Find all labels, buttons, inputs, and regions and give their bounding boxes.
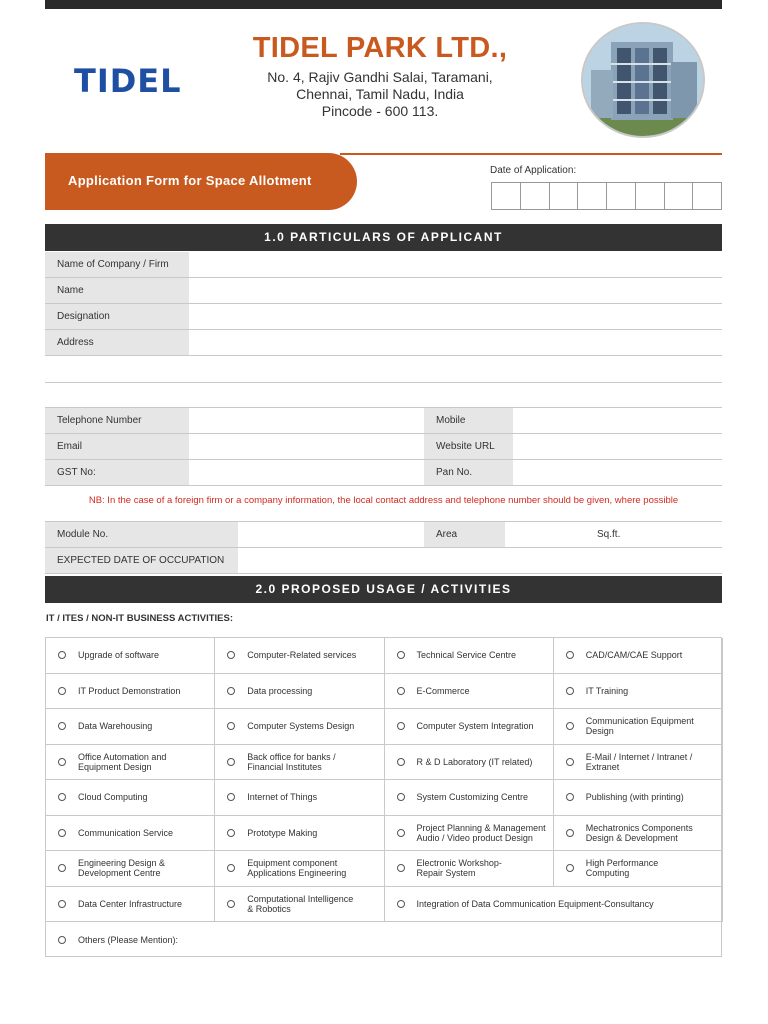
activity-label: IT Product Demonstration [78,685,181,696]
company-name-row[interactable] [45,252,722,278]
activity-option[interactable] [215,780,384,816]
module-label: Module No. [45,522,238,547]
header-divider [340,153,722,155]
activity-label: R & D Laboratory (IT related) [416,756,533,767]
radio-button-icon[interactable] [58,900,66,908]
others-label: Others (Please Mention): [78,934,179,945]
radio-button-icon[interactable] [397,758,405,766]
radio-button-icon[interactable] [58,722,66,730]
radio-button-icon[interactable] [566,687,574,695]
radio-button-icon[interactable] [227,864,235,872]
activities-label: IT / ITES / NON-IT BUSINESS ACTIVITIES: [46,613,234,624]
radio-button-icon[interactable] [397,793,405,801]
activity-label: Upgrade of software [78,650,160,661]
radio-button-icon[interactable] [58,793,66,801]
form-title: Application Form for Space Allotment [68,173,312,188]
radio-button-icon[interactable] [58,687,66,695]
activity-option[interactable] [46,709,215,745]
activities-grid [45,637,722,957]
radio-button-icon[interactable] [397,829,405,837]
activity-option[interactable] [554,638,723,674]
radio-button-icon[interactable] [227,829,235,837]
activity-label: Engineering Design & Development Centre [78,858,166,879]
others-option[interactable] [46,922,721,958]
activity-option[interactable] [554,851,723,887]
name-row[interactable] [45,278,722,304]
address-row[interactable] [45,330,722,356]
activity-option[interactable] [46,780,215,816]
activity-option[interactable] [385,638,554,674]
radio-button-icon[interactable] [566,722,574,730]
area-label: Area [424,522,505,547]
activity-option[interactable] [554,674,723,710]
activity-label: Internet of Things [247,792,318,803]
activity-label: Computer System Integration [416,721,534,732]
address-line-3: Pincode - 600 113. [321,103,439,119]
activity-option[interactable] [215,638,384,674]
activity-option[interactable] [215,851,384,887]
email-row[interactable] [45,434,722,460]
date-of-application-label: Date of Application: [490,165,577,176]
address-line-2: Chennai, Tamil Nadu, India [296,86,464,102]
radio-button-icon[interactable] [58,651,66,659]
radio-button-icon[interactable] [227,722,235,730]
activity-option[interactable] [46,674,215,710]
module-row[interactable] [45,522,722,548]
activity-label: E-Commerce [416,685,470,696]
activity-option[interactable] [215,816,384,852]
gst-label: GST No: [45,460,189,485]
activity-label: Cloud Computing [78,792,148,803]
activity-label: Data processing [247,685,313,696]
activity-label: Mechatronics Components Design & Development [585,822,693,843]
mobile-label: Mobile [424,408,513,433]
radio-button-icon[interactable] [58,936,66,944]
activity-label: IT Training [585,685,629,696]
radio-button-icon[interactable] [397,864,405,872]
radio-button-icon[interactable] [397,722,405,730]
activity-label: Computer-Related services [247,650,357,661]
activity-option[interactable] [385,816,554,852]
activity-label: Computer Systems Design [247,721,355,732]
activity-label: Electronic Workshop- Repair System [416,858,502,879]
activity-option[interactable] [385,780,554,816]
section-2-header: 2.0 PROPOSED USAGE / ACTIVITIES [45,576,722,603]
radio-button-icon[interactable] [566,793,574,801]
radio-button-icon[interactable] [566,864,574,872]
activity-option[interactable] [46,816,215,852]
radio-button-icon[interactable] [58,864,66,872]
activity-label: Integration of Data Communication Equipment-Consultancy [416,898,654,909]
activity-option[interactable] [46,851,215,887]
activity-label: Data Warehousing [78,721,153,732]
radio-button-icon[interactable] [397,900,405,908]
activity-label: CAD/CAM/CAE Support [585,650,683,661]
name-label: Name [45,278,189,303]
activity-label: System Customizing Centre [416,792,529,803]
activity-label: Project Planning & Management Audio / Video product Design [416,822,546,843]
date-of-application-field[interactable] [491,182,722,210]
sqft-label: Sq.ft. [597,529,621,540]
building-photo [581,22,705,138]
activity-option[interactable] [554,780,723,816]
pan-label: Pan No. [424,460,513,485]
address-label: Address [45,330,189,355]
activity-label: Communication Service [78,827,174,838]
address-extra-line [45,382,722,383]
occupation-label: EXPECTED DATE OF OCCUPATION [45,548,238,573]
radio-button-icon[interactable] [227,793,235,801]
radio-button-icon[interactable] [566,651,574,659]
activity-label: Publishing (with printing) [585,792,684,803]
activity-option[interactable] [215,709,384,745]
company-name-label: Name of Company / Firm [45,252,189,277]
telephone-label: Telephone Number [45,408,189,433]
radio-button-icon[interactable] [227,758,235,766]
occupation-row[interactable] [45,548,722,574]
activity-option[interactable] [554,709,723,745]
activity-label: Communication Equipment Design [585,716,694,737]
designation-label: Designation [45,304,189,329]
company-header [230,32,530,120]
activity-option[interactable] [46,638,215,674]
activity-option[interactable] [46,887,215,923]
radio-button-icon[interactable] [397,687,405,695]
radio-button-icon[interactable] [227,651,235,659]
activity-option[interactable] [385,674,554,710]
activity-label: Computational Intelligence & Robotics [247,893,354,914]
logo-text: TIDEL [74,62,182,100]
activity-label: High Performance Computing [585,858,659,879]
activity-label: Data Center Infrastructure [78,898,183,909]
activity-option[interactable] [46,745,215,781]
company-name: TIDEL PARK LTD., [252,32,508,64]
activity-label: Prototype Making [247,827,318,838]
gst-row[interactable] [45,460,722,486]
radio-button-icon[interactable] [566,758,574,766]
email-label: Email [45,434,189,459]
activity-label: Back office for banks / Financial Institutes [247,751,336,772]
address-line-1: No. 4, Rajiv Gandhi Salai, Taramani, [267,69,493,85]
activity-option[interactable] [215,674,384,710]
radio-button-icon[interactable] [58,829,66,837]
activity-option[interactable] [385,851,554,887]
activity-option[interactable] [215,745,384,781]
activity-label: Office Automation and Equipment Design [78,751,167,772]
foreign-firm-note: NB: In the case of a foreign firm or a company information, the local contact address and telephone number should be given, where possible [88,495,679,506]
activity-option[interactable] [215,887,384,923]
radio-button-icon[interactable] [566,829,574,837]
activity-option[interactable] [385,887,724,923]
top-bar [45,0,722,9]
activity-option[interactable] [554,745,723,781]
designation-row[interactable] [45,304,722,330]
activity-label: E-Mail / Internet / Intranet / Extranet [585,751,693,772]
radio-button-icon[interactable] [227,687,235,695]
activity-option[interactable] [385,745,554,781]
activity-label: Equipment component Applications Engineering [247,858,347,879]
telephone-row[interactable] [45,408,722,434]
website-label: Website URL [424,434,513,459]
activity-label: Technical Service Centre [416,650,517,661]
section-1-header: 1.0 PARTICULARS OF APPLICANT [45,224,722,251]
radio-button-icon[interactable] [227,900,235,908]
activity-option[interactable] [554,816,723,852]
radio-button-icon[interactable] [58,758,66,766]
radio-button-icon[interactable] [397,651,405,659]
tidel-logo [74,62,182,100]
activity-option[interactable] [385,709,554,745]
